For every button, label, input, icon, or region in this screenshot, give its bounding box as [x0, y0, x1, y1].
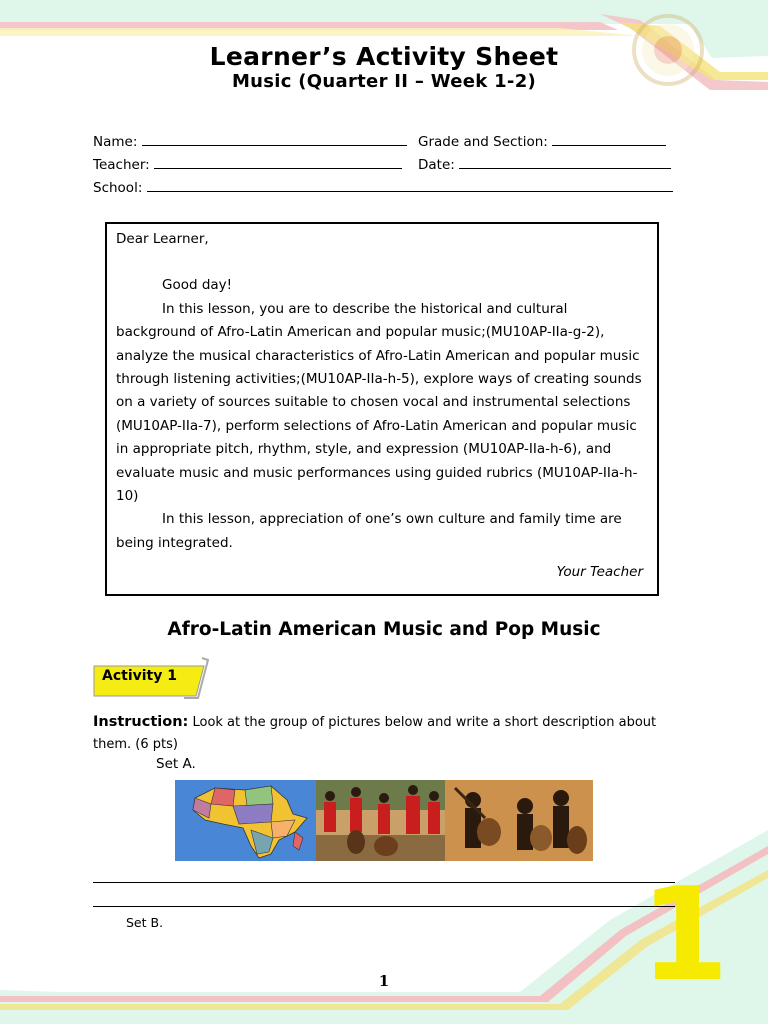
letter-closing: Your Teacher: [556, 564, 643, 581]
school-label: School:: [93, 180, 143, 196]
school-field[interactable]: [93, 179, 673, 196]
instruction: [93, 711, 683, 756]
page-number: 1: [378, 972, 390, 990]
date-label: Date:: [418, 157, 455, 173]
activity-label: Activity 1: [102, 668, 177, 684]
african-dancers-image: [316, 780, 445, 861]
letter-salutation: Dear Learner,: [116, 231, 209, 247]
africa-map-image: [175, 780, 316, 861]
section-title: Afro-Latin American Music and Pop Music: [167, 619, 601, 640]
date-blank[interactable]: [459, 156, 671, 169]
grade-section-label: Grade and Section:: [418, 134, 548, 150]
grade-section-blank[interactable]: [552, 133, 666, 146]
teacher-label: Teacher:: [93, 157, 150, 173]
answer-line-1[interactable]: [93, 882, 675, 883]
name-blank[interactable]: [142, 133, 407, 146]
big-page-number: 1: [640, 861, 730, 1010]
school-blank[interactable]: [147, 179, 673, 192]
african-drummers-image: [445, 780, 593, 861]
instruction-label: Instruction:: [93, 714, 189, 730]
set-b-label: Set B.: [126, 915, 164, 930]
sheet-title: Learner’s Activity Sheet: [209, 42, 559, 71]
date-field[interactable]: [418, 156, 671, 173]
letter-paragraph-2: In this lesson, appreciation of one’s own culture and family time are being integrated.: [116, 511, 622, 551]
set-a-label: Set A.: [156, 756, 196, 772]
letter-paragraph-1: In this lesson, you are to describe the historical and cultural background of Afro-Latin American and popular music;(MU10AP-IIa-g-2), analyze the musical characteristics of Afro-Latin American and popular music through listening activities;(MU10AP-IIa-h-5), explore ways of creating sounds on a variety of sources suitable to chosen vocal and instrumental selections (MU10AP-IIa-7), perform selections of Afro-Latin American and popular music in appropriate pitch, rhythm, style, and expression (MU10AP-IIa-h-6), and evaluate music and music performances using guided rubrics (MU10AP-IIa-h-10): [116, 300, 642, 505]
sheet-subtitle: Music (Quarter II – Week 1-2): [231, 71, 537, 92]
letter-greeting: Good day!: [162, 277, 233, 294]
answer-line-2[interactable]: [93, 906, 675, 907]
teacher-field[interactable]: [93, 156, 402, 173]
teacher-blank[interactable]: [154, 156, 402, 169]
grade-section-field[interactable]: [418, 133, 666, 150]
instruction-text: Look at the group of pictures below and write a short description about them. (6 pts): [93, 715, 657, 752]
letter-box: [105, 222, 659, 596]
name-field[interactable]: [93, 133, 407, 150]
name-label: Name:: [93, 134, 138, 150]
